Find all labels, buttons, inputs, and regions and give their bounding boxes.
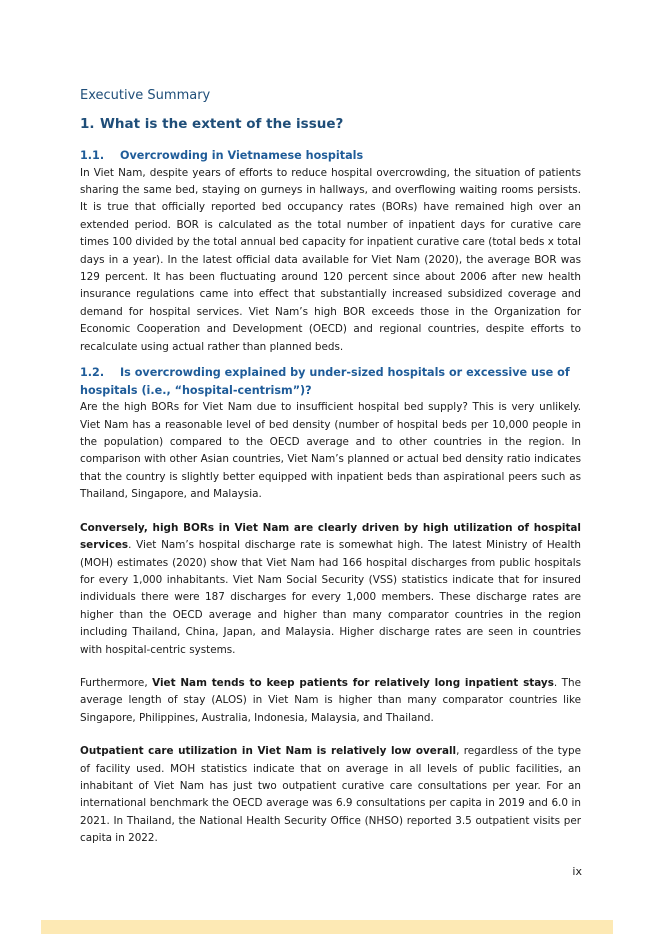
paragraph-bed-supply: Are the high BORs for Viet Nam due to insufficient hospital bed supply? This is very unlikely. Viet Nam has a reasonable level of bed density (number of hospital beds per 10,000 people in the population) compared to the OECD average and to other countries in the region. In comparison with other Asian countries, Viet Nam’s planned or actual bed density ratio indicates that the country is slightly better equipped with inpatient beds than aspirational peers such as Thailand, Singapore, and Malaysia. — [80, 401, 581, 501]
subsection-number: 1.2. — [80, 366, 105, 380]
paragraph-utilization: Conversely, high BORs in Viet Nam are clearly driven by high utilization of hospital services. Viet Nam’s hospital discharge rate is somewhat high. The latest Ministry of Health (MOH) estimates (2020) show that Viet Nam had 166 hospital discharges from public hospitals for every 1,000 inhabitants. Viet Nam Social Security (VSS) statistics indicate that for insured individuals there were 187 discharges for every 1,000 members. These discharge rates are higher than the OECD average and higher than many comparator countries in the region including Thailand, China, Japan, and Malaysia. Higher discharge rates are seen in countries with hospital-centric systems. — [80, 521, 581, 656]
subsection-number: 1.1. — [80, 149, 105, 162]
section-number: 1. — [80, 116, 95, 132]
page-number: ix — [572, 865, 582, 878]
bold-lead: Viet Nam tends to keep patients for relatively long inpatient stays — [152, 676, 554, 689]
paragraph-length-of-stay: Furthermore, Viet Nam tends to keep patients for relatively long inpatient stays. The average length of stay (ALOS) in Viet Nam is higher than many comparator countries like Singapore, Philippines, Australia, Indonesia, Malaysia, and Thailand. — [80, 676, 582, 724]
bold-lead: Outpatient care utilization in Viet Nam is relatively low overall — [80, 745, 457, 758]
subsection-title: Is overcrowding explained by under-sized hospitals or excessive use of hospitals (i.e., “hospital-centrism”)? — [80, 366, 570, 397]
subsection-title: Overcrowding in Vietnamese hospitals — [120, 149, 364, 162]
running-header: Executive Summary — [80, 88, 211, 103]
paragraph-overcrowding: In Viet Nam, despite years of efforts to reduce hospital overcrowding, the situation of patients sharing the same bed, staying on gurneys in hallways, and overflowing waiting rooms persists. It is true that officially reported bed occupancy rates (BORs) have remained high over an extended period. BOR is calculated as the total number of inpatient days for curative care times 100 divided by the total annual bed capacity for inpatient curative care (total beds x total days in a year). In the latest official data available for Viet Nam (2020), the average BOR was 129 percent. It has been fluctuating around 120 percent since about 2006 after new health insurance regulations came into effect that substantially increased subsidized coverage and demand for hospital services. Viet Nam’s high BOR exceeds those in the Organization for Economic Cooperation and Development (OECD) and regional countries, despite efforts to recalculate using actual rather than planned beds. — [80, 166, 581, 353]
footer-band — [41, 920, 613, 934]
subsection-heading-1-2 — [80, 364, 581, 399]
bold-lead: Conversely, high BORs in Viet Nam are clearly driven by high utilization of hospital services — [80, 521, 581, 552]
page-content — [80, 86, 581, 848]
paragraph-outpatient: Outpatient care utilization in Viet Nam is relatively low overall, regardless of the type of facility used. MOH statistics indicate that on average in all levels of public facilities, an inhabitant of Viet Nam has just two outpatient curative care consultations per year. For an international benchmark the OECD average was 6.9 consultations per capita in 2019 and 6.0 in 2021. In Thailand, the National Health Security Office (NHSO) reported 3.5 outpatient visits per capita in 2022. — [80, 745, 582, 845]
section-title: What is the extent of the issue? — [100, 116, 344, 132]
subsection-heading-1-1 — [80, 147, 581, 165]
section-heading-1 — [80, 114, 581, 134]
